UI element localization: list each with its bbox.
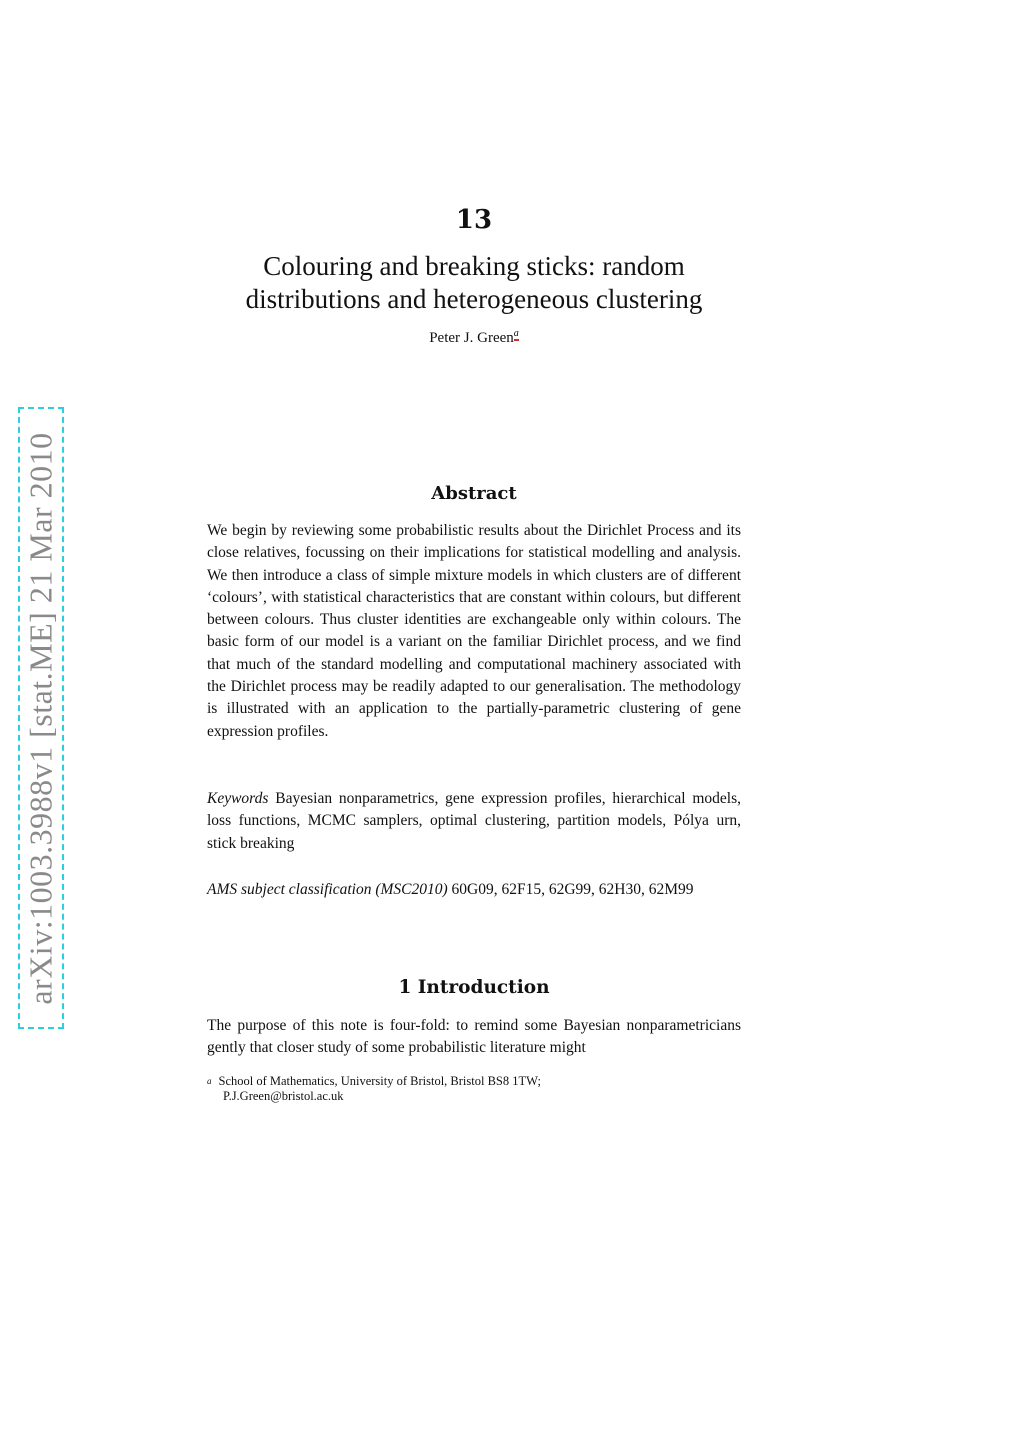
abstract-text: We begin by reviewing some probabilistic results about the Dirichlet Process and its close relatives, focussing on their implications for statistical modelling and analysis. We then introduce a class of simple mixture models in which clusters are of different ‘colours’, with statistical characteristics that are constant within colours, but different between colours. Thus cluster identities are exchangeable only within colours. The basic form of our model is a variant on the familiar Dirichlet process, and we find that much of the standard modelling and computational machinery associated with the Dirichlet process may be readily adapted to our generalisation. The methodology is illustrated with an application to the partially-parametric clustering of gene expression profiles. [207,522,741,740]
title-line-1: Colouring and breaking sticks: random [263,251,685,281]
keywords-label: Keywords [207,790,269,807]
paper-title [0,250,948,316]
footnote-mark: a [207,1076,212,1086]
author-name: Peter J. Green [429,330,514,346]
footnote-affiliation: School of Mathematics, University of Bristol, Bristol BS8 1TW; [218,1074,541,1088]
abstract-heading: Abstract [431,483,517,504]
introduction-text: The purpose of this note is four-fold: to remind some Bayesian nonparametricians gently that closer study of some probabilistic literature might [207,1017,741,1057]
affiliation-link[interactable]: a [513,328,519,339]
ams-classification [207,879,741,901]
title-line-2: distributions and heterogeneous clustering [245,284,703,314]
footnote-line-1 [207,1074,741,1089]
keywords-paragraph [207,788,741,855]
keywords-text: Bayesian nonparametrics, gene expression profiles, hierarchical models, loss functions, MCMC samplers, optimal clustering, partition models, Pólya urn, stick breaking [207,790,742,852]
arxiv-stamp-text: arXiv:1003.3988v1 [stat.ME] 21 Mar 2010 [22,431,59,1005]
ams-codes: 60G09, 62F15, 62G99, 62H30, 62M99 [451,881,694,898]
footnote [207,1074,741,1104]
ams-label: AMS subject classification (MSC2010) [207,881,448,898]
author-line [0,328,948,347]
chapter-number: 13 [455,205,493,235]
footnote-email[interactable]: P.J.Green@bristol.ac.uk [223,1089,344,1103]
section-heading-introduction: 1 Introduction [398,977,550,998]
